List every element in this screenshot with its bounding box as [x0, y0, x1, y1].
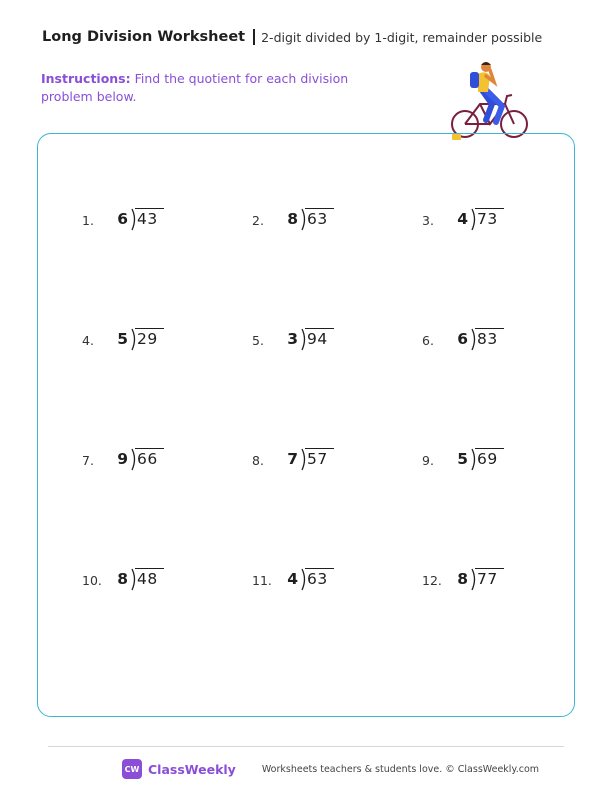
- instructions-text: Find the quotient for each division problem below.: [41, 71, 349, 104]
- division-problem: [252, 208, 392, 234]
- dividend: 63: [307, 210, 328, 228]
- dividend: 83: [477, 330, 498, 348]
- divisor: 5: [457, 450, 468, 468]
- division-problem: [82, 568, 222, 594]
- divisor: 4: [287, 570, 298, 588]
- page-subtitle: 2-digit divided by 1-digit, remainder possible: [261, 29, 543, 45]
- problem-number: 1.: [82, 213, 94, 228]
- divisor: 8: [117, 570, 128, 588]
- division-problem: [252, 448, 392, 474]
- dividend: 73: [477, 210, 498, 228]
- brand-name: ClassWeekly: [148, 761, 236, 777]
- footer-tagline: Worksheets teachers & students love. © ClassWeekly.com: [261, 763, 540, 775]
- dividend: 57: [307, 450, 328, 468]
- problem-number: 3.: [422, 213, 434, 228]
- divisor: 3: [287, 330, 298, 348]
- title-separator: [253, 29, 255, 45]
- division-problem: [252, 328, 392, 354]
- problem-number: 4.: [82, 333, 94, 348]
- problem-number: 5.: [252, 333, 264, 348]
- divisor: 6: [457, 330, 468, 348]
- division-problem: [422, 568, 562, 594]
- divisor: 7: [287, 450, 298, 468]
- divisor: 8: [457, 570, 468, 588]
- problem-number: 9.: [422, 453, 434, 468]
- division-problem: [422, 208, 562, 234]
- dividend: 43: [137, 210, 158, 228]
- divisor: 4: [457, 210, 468, 228]
- dividend: 63: [307, 570, 328, 588]
- problem-number: 6.: [422, 333, 434, 348]
- problem-number: 7.: [82, 453, 94, 468]
- problems-panel: [37, 133, 575, 717]
- problem-number: 8.: [252, 453, 264, 468]
- footer: [122, 757, 539, 781]
- problem-number: 11.: [252, 573, 272, 588]
- instructions: [41, 70, 371, 106]
- footer-divider: [48, 746, 564, 747]
- page-title: Long Division Worksheet: [42, 29, 246, 45]
- divisor: 8: [287, 210, 298, 228]
- instructions-label: Instructions:: [41, 71, 131, 86]
- dividend: 77: [477, 570, 498, 588]
- cyclist-icon: [450, 60, 532, 144]
- dividend: 94: [307, 330, 328, 348]
- dividend: 66: [137, 450, 158, 468]
- division-problem: [82, 328, 222, 354]
- problem-number: 10.: [82, 573, 102, 588]
- divisor: 9: [117, 450, 128, 468]
- dividend: 69: [477, 450, 498, 468]
- problem-number: 12.: [422, 573, 442, 588]
- divisor: 6: [117, 210, 128, 228]
- division-problem: [422, 448, 562, 474]
- divisor: 5: [117, 330, 128, 348]
- division-problem: [82, 208, 222, 234]
- dividend: 29: [137, 330, 158, 348]
- problem-number: 2.: [252, 213, 264, 228]
- division-problem: [422, 328, 562, 354]
- dividend: 48: [137, 570, 158, 588]
- division-problem: [82, 448, 222, 474]
- classweekly-logo: CW: [122, 759, 142, 779]
- worksheet-header: [42, 27, 542, 47]
- division-problem: [252, 568, 392, 594]
